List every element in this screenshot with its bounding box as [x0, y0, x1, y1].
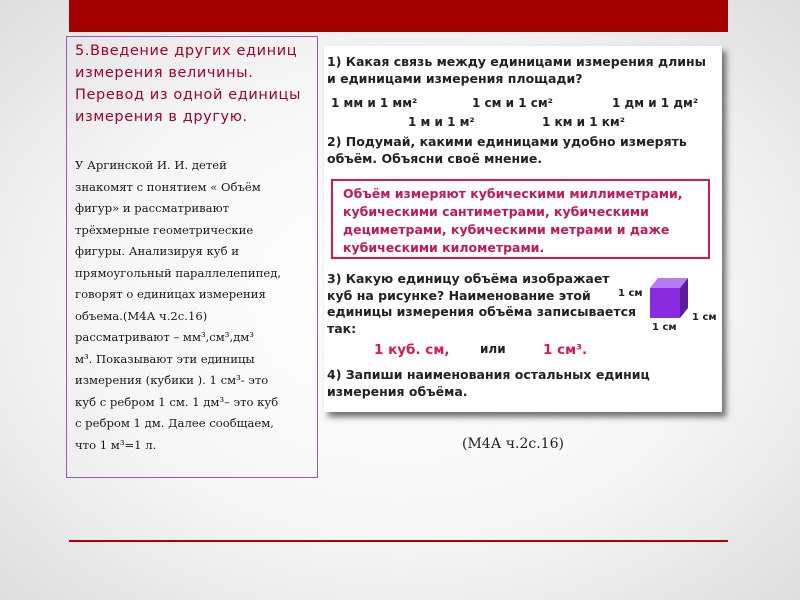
question-3: 3) Какую единицу объёма изображает куб на рисунке? Наименование этой единицы измерения объёма записывается так:	[327, 271, 637, 336]
unit-pair-mm: 1 мм и 1 мм²	[331, 96, 418, 110]
left-text-panel	[66, 36, 318, 478]
example-kub-sm: 1 куб. см,	[374, 342, 450, 358]
source-caption: (М4А ч.2с.16)	[462, 436, 564, 452]
answer-text: Объём измеряют кубическими миллиметрами, кубическими сантиметрами, кубическими дециметрами, кубическими метрами и даже кубическими километрами.	[343, 186, 683, 255]
question-1: 1) Какая связь между единицами измерения длины и единицами измерения площади?	[327, 54, 706, 86]
unit-pair-m: 1 м и 1 м²	[408, 115, 475, 129]
example-or: или	[480, 342, 506, 356]
cube-label-bottom: 1 см	[652, 322, 677, 333]
cube-front-face	[650, 288, 680, 318]
section-heading: 5.Введение других единиц измерения величины. Перевод из одной единицы измерения в другую.	[75, 43, 302, 125]
question-4: 4) Запиши наименования остальных единиц измерения объёма.	[327, 367, 650, 399]
unit-pair-km: 1 км и 1 км²	[542, 115, 625, 129]
textbook-page-image	[324, 46, 722, 412]
example-sm3: 1 см³.	[543, 342, 588, 358]
bottom-divider	[69, 540, 728, 542]
answer-box	[331, 179, 710, 259]
section-body: У Аргинской И. И. детей знакомят с понятием « Объём фигур» и рассматривают трёхмерные геометрические фигуры. Анализируя куб и прямоугольный параллелепипед, говорят о единицах измерения объема.(М4А ч.2с.16) рассматривают – мм³,см³,дм³ м³. Показывают эти единицы измерения (кубики ). 1 см³- это куб с ребром 1 см. 1 дм³– это куб с ребром 1 дм. Далее сообщаем, что 1 м³=1 л.	[75, 158, 282, 452]
cube-illustration	[614, 274, 722, 340]
top-bar	[69, 0, 728, 32]
unit-pair-dm: 1 дм и 1 дм²	[612, 96, 699, 110]
question-2: 2) Подумай, какими единицами удобно измерять объём. Объясни своё мнение.	[327, 134, 687, 166]
cube-label-left: 1 см	[618, 288, 643, 299]
cube-label-right: 1 см	[692, 312, 717, 323]
unit-pair-cm: 1 см и 1 см²	[472, 96, 553, 110]
